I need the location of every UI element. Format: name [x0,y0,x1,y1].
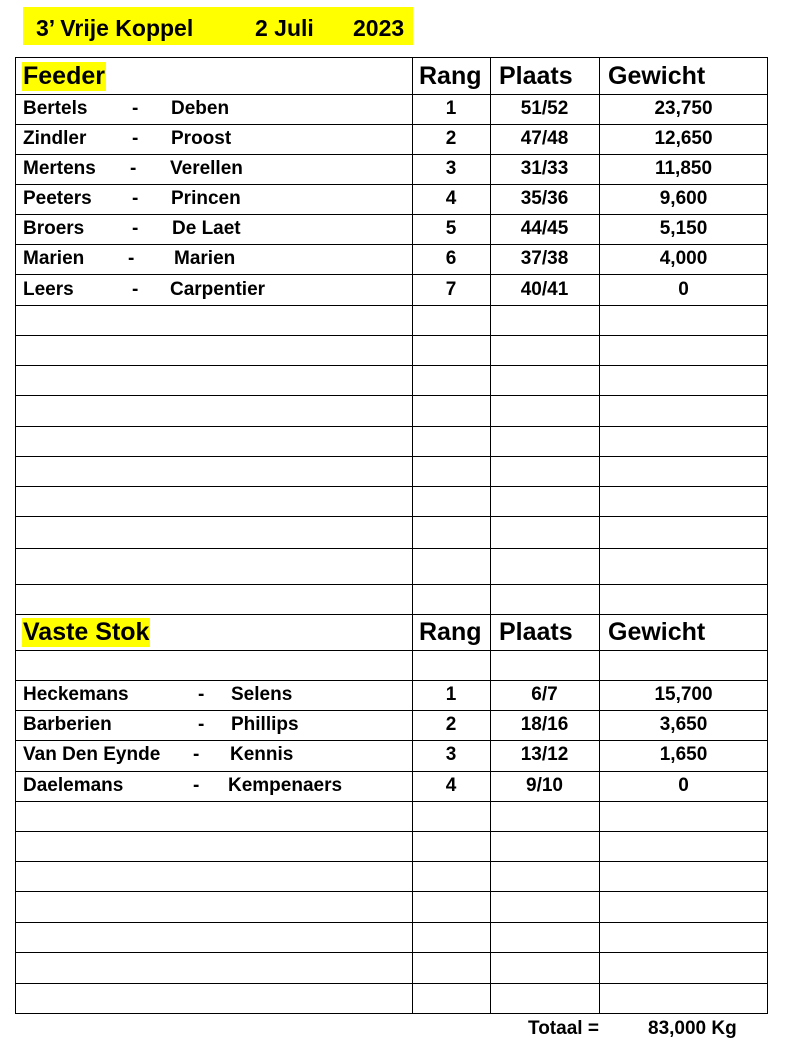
vaste-stok-header-row [16,614,767,650]
pair-separator: - [128,248,135,269]
place-cell: 47/48 [520,128,569,149]
row-divider [16,680,767,681]
weight-cell: 15,700 [654,684,713,705]
angler-name: Bertels [23,98,88,119]
pair-separator: - [198,684,205,705]
row-divider [16,244,767,245]
angler-name: Kempenaers [228,775,343,796]
place-cell: 40/41 [520,279,569,300]
table-row [16,680,767,710]
weight-cell: 23,750 [654,98,713,119]
weight-cell: 0 [678,775,689,796]
place-cell: 51/52 [520,98,569,119]
rank-cell: 6 [445,248,457,269]
angler-name: Zindler [23,128,87,149]
pair-separator: - [130,158,137,179]
place-cell: 44/45 [520,218,569,239]
row-divider [16,548,767,549]
weight-column-header: Gewicht [608,62,706,90]
place-cell: 9/10 [526,775,563,796]
row-divider [16,94,767,95]
row-divider [16,395,767,396]
angler-name: Deben [171,98,230,119]
table-row [16,710,767,740]
rank-cell: 2 [445,128,457,149]
row-divider [16,486,767,487]
row-divider [16,274,767,275]
row-divider [16,650,767,651]
row-divider [16,184,767,185]
angler-name: Princen [171,188,241,209]
table-row [16,214,767,244]
rank-column-header: Rang [419,618,482,646]
angler-name: Broers [23,218,85,239]
title-banner [23,7,413,45]
weight-cell: 1,650 [659,744,708,765]
event-title: 3’ Vrije Koppel [36,15,194,41]
angler-name: De Laet [172,218,241,239]
place-column-header: Plaats [499,618,573,646]
table-row [16,244,767,274]
row-divider [16,456,767,457]
angler-name: Daelemans [23,775,124,796]
row-divider [16,952,767,953]
pair-separator: - [132,128,139,149]
weight-cell: 9,600 [659,188,708,209]
place-column-header: Plaats [499,62,573,90]
table-row [16,771,767,801]
weight-cell: 11,850 [654,158,713,179]
angler-name: Phillips [231,714,299,735]
pair-separator: - [193,775,200,796]
event-year: 2023 [353,15,405,41]
pair-separator: - [132,218,139,239]
row-divider [16,365,767,366]
angler-name: Verellen [170,158,243,179]
rank-cell: 3 [445,158,457,179]
row-divider [16,584,767,585]
total-value: 83,000 Kg [648,1018,737,1039]
weight-cell: 5,150 [659,218,708,239]
results-table [15,57,768,1014]
pair-separator: - [193,744,200,765]
weight-cell: 0 [678,279,689,300]
weight-cell: 4,000 [659,248,708,269]
angler-name: Carpentier [170,279,266,300]
place-cell: 31/33 [520,158,569,179]
rank-column-header: Rang [419,62,482,90]
place-cell: 13/12 [520,744,569,765]
rank-cell: 4 [445,188,457,209]
rank-cell: 2 [445,714,457,735]
rank-cell: 5 [445,218,457,239]
angler-name: Marien [174,248,236,269]
feeder-section-title: Feeder [23,62,105,90]
table-row [16,740,767,770]
angler-name: Barberien [23,714,112,735]
row-divider [16,305,767,306]
angler-name: Selens [231,684,293,705]
row-divider [16,426,767,427]
row-divider [16,740,767,741]
weight-column-header: Gewicht [608,618,706,646]
rank-cell: 3 [445,744,457,765]
angler-name: Marien [23,248,85,269]
angler-name: Peeters [23,188,92,209]
row-divider [16,861,767,862]
pair-separator: - [132,188,139,209]
row-divider [16,801,767,802]
angler-name: Kennis [230,744,294,765]
vaste-stok-section-title: Vaste Stok [23,618,150,646]
weight-cell: 12,650 [654,128,713,149]
angler-name: Leers [23,279,74,300]
table-row [16,124,767,154]
place-cell: 35/36 [520,188,569,209]
event-date: 2 Juli [255,15,314,41]
angler-name: Van Den Eynde [23,744,161,765]
place-cell: 18/16 [520,714,569,735]
angler-name: Proost [171,128,232,149]
table-row [16,275,767,305]
rank-cell: 1 [445,684,457,705]
row-divider [16,922,767,923]
angler-name: Heckemans [23,684,129,705]
row-divider [16,124,767,125]
row-divider [16,983,767,984]
row-divider [16,710,767,711]
row-divider [16,214,767,215]
angler-name: Mertens [23,158,96,179]
row-divider [16,516,767,517]
row-divider [16,614,767,615]
rank-cell: 1 [445,98,457,119]
row-divider [16,771,767,772]
table-row [16,184,767,214]
rank-cell: 4 [445,775,457,796]
row-divider [16,891,767,892]
place-cell: 6/7 [531,684,558,705]
pair-separator: - [132,279,139,300]
row-divider [16,335,767,336]
total-label: Totaal = [528,1018,599,1039]
row-divider [16,154,767,155]
feeder-header-row [16,58,767,94]
pair-separator: - [198,714,205,735]
table-row [16,94,767,124]
pair-separator: - [132,98,139,119]
place-cell: 37/38 [520,248,569,269]
row-divider [16,831,767,832]
rank-cell: 7 [445,279,457,300]
weight-cell: 3,650 [659,714,708,735]
table-row [16,154,767,184]
